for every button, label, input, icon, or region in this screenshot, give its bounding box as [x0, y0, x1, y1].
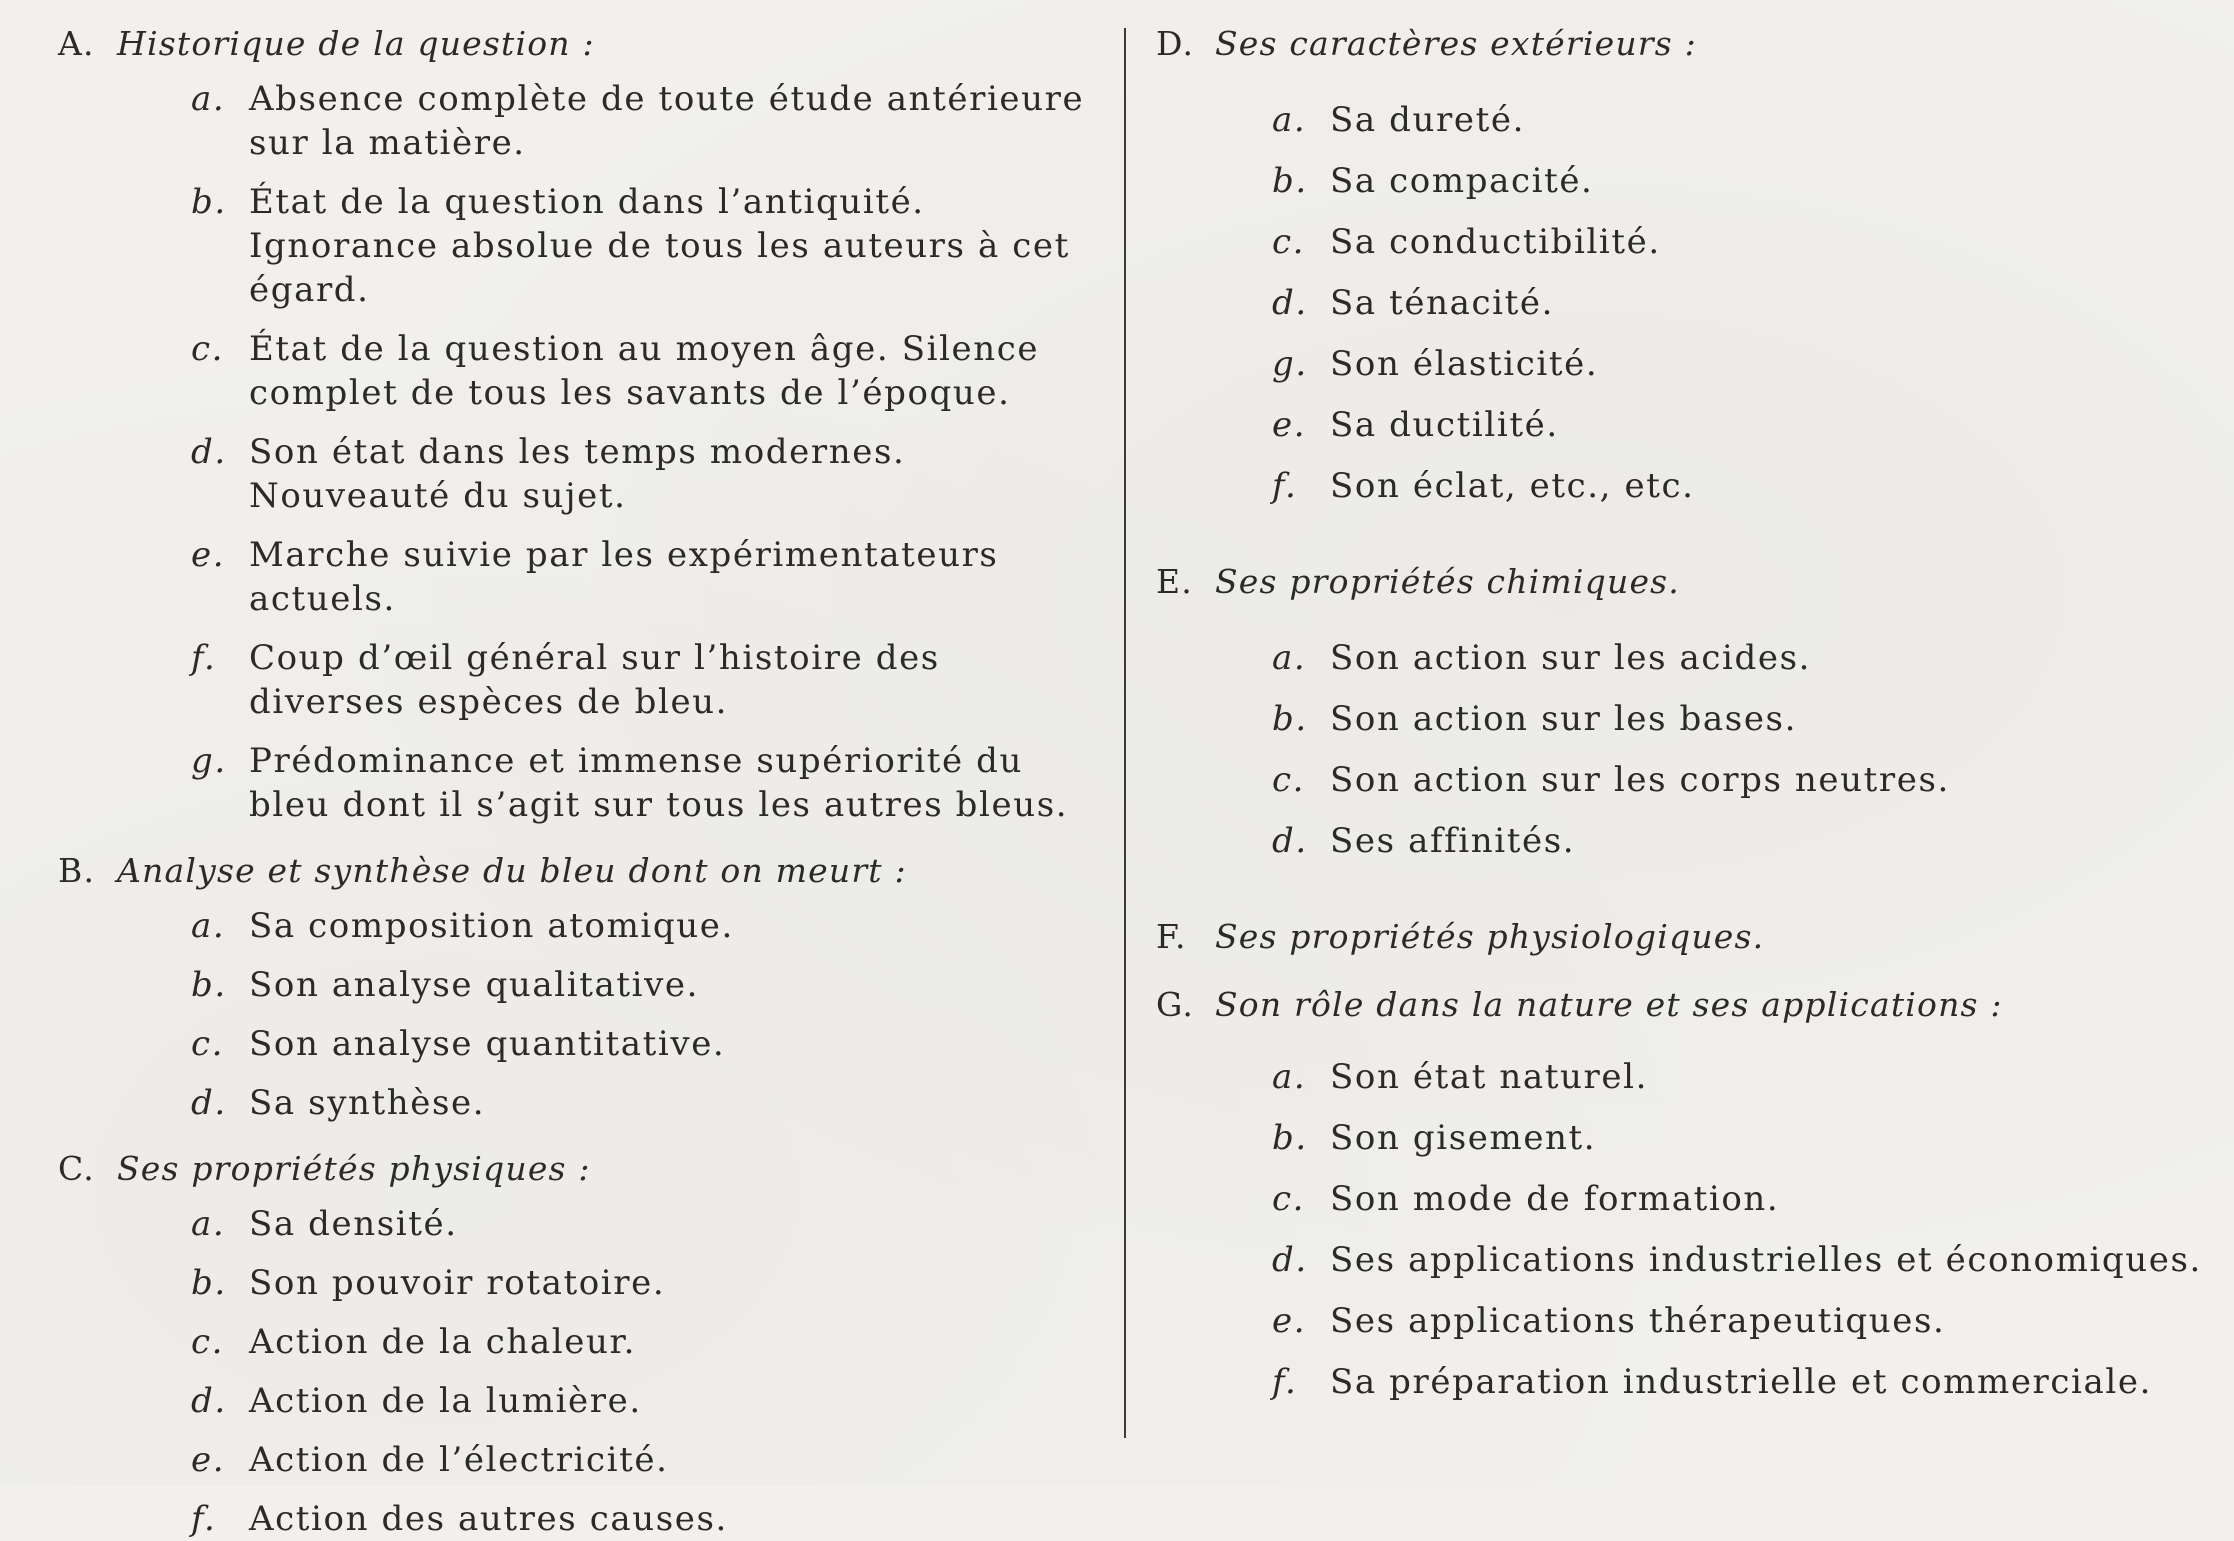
list-item [1156, 1055, 2216, 1099]
list-item [1156, 1360, 2216, 1404]
section-heading-f [1156, 915, 2216, 959]
item-text: Sa conductibilité. [1330, 222, 1661, 262]
list-item [58, 77, 1098, 165]
item-text: Sa densité. [249, 1204, 458, 1244]
section-letter: A. [58, 24, 95, 63]
section-letter: E. [1156, 562, 1193, 601]
item-mark: a. [191, 1204, 226, 1244]
item-text: État de la question au moyen âge. Silence complet de tous les savants de l’époque. [249, 329, 1040, 413]
item-mark: b. [1272, 699, 1308, 739]
section-heading-g [1156, 983, 2216, 1027]
list-item [58, 1081, 1098, 1125]
item-text: Son état naturel. [1330, 1057, 1648, 1097]
section-letter: C. [58, 1149, 95, 1188]
list-item [58, 904, 1098, 948]
item-text: Marche suivie par les expérimentateurs actuels. [249, 535, 999, 619]
list-item [58, 180, 1098, 312]
item-mark: d. [1272, 821, 1308, 861]
item-mark: e. [1272, 1301, 1307, 1341]
item-mark: f. [191, 1499, 217, 1539]
list-item [1156, 342, 2216, 386]
item-text: Sa composition atomique. [249, 906, 734, 946]
item-mark: d. [191, 1381, 227, 1421]
item-mark: a. [191, 906, 226, 946]
item-mark: a. [191, 79, 226, 119]
item-mark: b. [1272, 1118, 1308, 1158]
item-text: Son analyse qualitative. [249, 965, 700, 1005]
item-mark: d. [191, 432, 227, 472]
item-text: Action de la lumière. [249, 1381, 642, 1421]
section-title: Historique de la question : [117, 24, 595, 63]
section-title: Analyse et synthèse du bleu dont on meurt : [117, 851, 907, 890]
left-column [58, 22, 1098, 1541]
item-text: Ses applications industrielles et économiques. [1330, 1240, 2202, 1280]
list-item [1156, 220, 2216, 264]
item-mark: d. [1272, 1240, 1308, 1280]
item-text: Son pouvoir rotatoire. [249, 1263, 666, 1303]
item-text: Coup d’œil général sur l’histoire des diverses espèces de bleu. [249, 638, 940, 722]
list-item [58, 1497, 1098, 1541]
section-letter: D. [1156, 24, 1195, 63]
item-text: État de la question dans l’antiquité. Ignorance absolue de tous les auteurs à cet égard. [249, 182, 1070, 310]
item-mark: c. [1272, 1179, 1306, 1219]
item-text: Son mode de formation. [1330, 1179, 1780, 1219]
item-mark: a. [1272, 638, 1307, 678]
list-item [1156, 1177, 2216, 1221]
list-item [58, 1438, 1098, 1482]
item-text: Ses applications thérapeutiques. [1330, 1301, 1946, 1341]
item-mark: c. [191, 1024, 225, 1064]
item-text: Son gisement. [1330, 1118, 1597, 1158]
item-text: Son analyse quantitative. [249, 1024, 726, 1064]
item-mark: c. [1272, 760, 1306, 800]
item-mark: e. [191, 1440, 226, 1480]
section-title: Ses caractères extérieurs : [1215, 24, 1697, 63]
item-mark: a. [1272, 1057, 1307, 1097]
item-text: Sa compacité. [1330, 161, 1594, 201]
item-mark: c. [1272, 222, 1306, 262]
list-item [58, 533, 1098, 621]
item-mark: e. [191, 535, 226, 575]
section-letter: G. [1156, 985, 1195, 1024]
list-item [58, 1022, 1098, 1066]
list-item [58, 739, 1098, 827]
item-text: Son action sur les corps neutres. [1330, 760, 1950, 800]
item-mark: d. [1272, 283, 1308, 323]
item-mark: b. [191, 182, 227, 222]
list-item [1156, 464, 2216, 508]
item-text: Son éclat, etc., etc. [1330, 466, 1695, 506]
list-item [1156, 636, 2216, 680]
item-text: Sa dureté. [1330, 100, 1525, 140]
section-title: Son rôle dans la nature et ses applications : [1215, 985, 2003, 1024]
list-item [58, 963, 1098, 1007]
list-item [1156, 1116, 2216, 1160]
list-item [58, 1379, 1098, 1423]
item-text: Action de l’électricité. [249, 1440, 669, 1480]
section-heading-e [1156, 560, 2216, 604]
list-item [1156, 98, 2216, 142]
column-divider [1124, 28, 1126, 1438]
section-heading-a [58, 22, 1098, 66]
item-mark: c. [191, 1322, 225, 1362]
item-text: Son action sur les bases. [1330, 699, 1798, 739]
item-text: Sa ductilité. [1330, 405, 1559, 445]
list-item [58, 1202, 1098, 1246]
list-item [1156, 1238, 2216, 1282]
list-item [58, 1261, 1098, 1305]
item-mark: f. [1272, 1362, 1298, 1402]
item-text: Action de la chaleur. [249, 1322, 636, 1362]
list-item [1156, 159, 2216, 203]
item-mark: g. [1272, 344, 1308, 384]
section-letter: F. [1156, 917, 1187, 956]
list-item [58, 636, 1098, 724]
item-text: Absence complète de toute étude antérieure sur la matière. [249, 79, 1085, 163]
item-mark: a. [1272, 100, 1307, 140]
list-item [58, 1320, 1098, 1364]
item-text: Sa ténacité. [1330, 283, 1555, 323]
item-mark: b. [191, 965, 227, 1005]
list-item [1156, 281, 2216, 325]
section-heading-d [1156, 22, 2216, 66]
section-title: Ses propriétés chimiques. [1215, 562, 1680, 601]
item-text: Prédominance et immense supériorité du bleu dont il s’agit sur tous les autres bleus. [249, 741, 1069, 825]
list-item [1156, 403, 2216, 447]
item-mark: c. [191, 329, 225, 369]
list-item [1156, 819, 2216, 863]
item-mark: g. [191, 741, 227, 781]
list-item [58, 327, 1098, 415]
item-mark: e. [1272, 405, 1307, 445]
section-title: Ses propriétés physiologiques. [1215, 917, 1765, 956]
item-mark: f. [1272, 466, 1298, 506]
list-item [1156, 1299, 2216, 1343]
item-text: Son élasticité. [1330, 344, 1599, 384]
section-heading-c [58, 1147, 1098, 1191]
item-text: Sa synthèse. [249, 1083, 486, 1123]
right-column [1156, 22, 2216, 1404]
list-item [1156, 758, 2216, 802]
section-heading-b [58, 849, 1098, 893]
item-mark: f. [191, 638, 217, 678]
item-text: Son action sur les acides. [1330, 638, 1812, 678]
list-item [1156, 697, 2216, 741]
item-text: Sa préparation industrielle et commerciale. [1330, 1362, 2152, 1402]
item-mark: b. [1272, 161, 1308, 201]
item-mark: b. [191, 1263, 227, 1303]
item-text: Ses affinités. [1330, 821, 1576, 861]
section-title: Ses propriétés physiques : [117, 1149, 591, 1188]
item-text: Son état dans les temps modernes. Nouveauté du sujet. [249, 432, 906, 516]
list-item [58, 430, 1098, 518]
section-letter: B. [58, 851, 96, 890]
item-text: Action des autres causes. [249, 1499, 728, 1539]
item-mark: d. [191, 1083, 227, 1123]
